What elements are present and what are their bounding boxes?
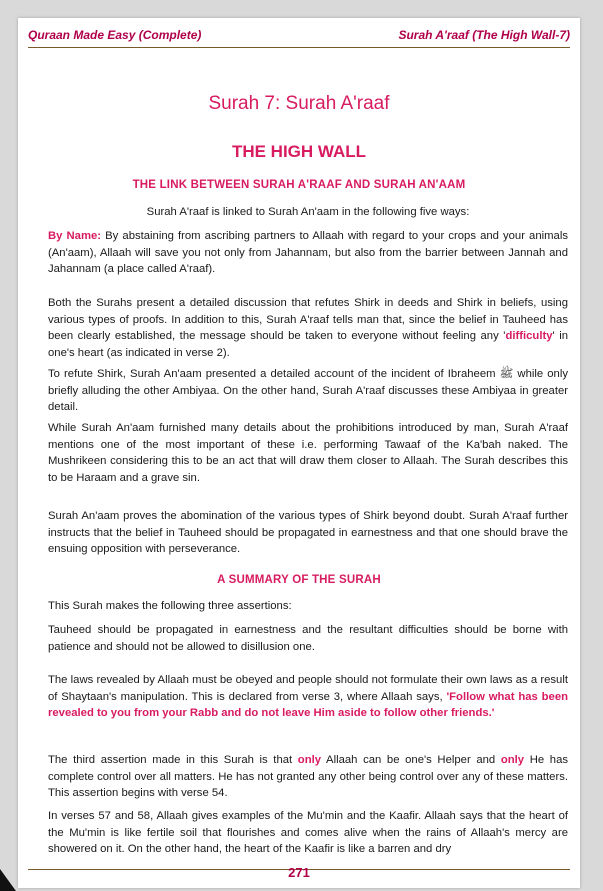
surah-title: Surah 7: Surah A'raaf <box>208 93 390 114</box>
summary-assertion-3 <box>48 752 568 802</box>
paragraph-proofs <box>48 295 568 361</box>
by-name-label: By Name: <box>48 230 102 242</box>
surah-subtitle: THE HIGH WALL <box>231 142 367 161</box>
paragraph-by-name <box>48 228 568 278</box>
only-highlight-1: only <box>297 754 322 766</box>
s4-a: The third assertion made in this Surah is that <box>48 754 298 766</box>
summary-assertion-2 <box>48 672 568 722</box>
page-number: 271 <box>288 865 310 880</box>
summary-intro: This Surah makes the following three assertions: <box>48 600 292 612</box>
verse-quote-highlight: 'Follow what has been revealed to you from your Rabb and do not leave Him aside to follow other friends.' <box>48 690 568 720</box>
header-rule <box>28 47 570 48</box>
intro-paragraph: Surah A'raaf is linked to Surah An'aam in the following five ways: <box>146 206 470 218</box>
header-book-title: Quraan Made Easy (Complete) <box>28 28 202 42</box>
summary-assertion-1: Tauheed should be propagated in earnestness and the resultant difficulties should be borne with patience and should not be allowed to disillusion one. <box>48 624 568 653</box>
p2-before: Both the Surahs present a detailed discussion that refutes Shirk in deeds and Shirk in beliefs, using various types of proofs. In addition to this, Surah A'raaf tells man that, since the belief in Tauheed has been clearly established, the message should be taken to everyone without feeling any ' <box>48 297 568 343</box>
summary-verses-57-58: In verses 57 and 58, Allaah gives examples of the Mu'min and the Kaafir. Allaah says that the heart of the Mu'min is like fertile soil that flourishes and comes alive when the rains of Allaah's mercy are showered on it. On the other hand, the heart of the Kaafir is like a barren and dry <box>48 810 568 856</box>
p2-after: ' in one's heart (as indicated in verse 2). <box>48 330 569 359</box>
by-name-text: By abstaining from ascribing partners to Allaah with regard to your crops and your animals (An'aam), Allaah will save you not only from Jahannam, but also from the barrier between Jannah and Jahannam (a place called A'raaf). <box>48 230 568 276</box>
header-chapter-title: Surah A'raaf (The High Wall-7) <box>398 28 570 42</box>
s4-b: Allaah can be one's Helper and <box>321 754 501 766</box>
s4-c: He has complete control over all matters. He has not granted any other being control over any of these matters. This assertion begins with verse 54. <box>48 754 569 800</box>
only-highlight-2: only <box>500 754 525 766</box>
summary-heading: A SUMMARY OF THE SURAH <box>217 574 381 586</box>
page-corner-shadow <box>0 869 16 891</box>
difficulty-highlight: difficulty <box>505 330 553 343</box>
running-header <box>28 28 570 44</box>
paragraph-tawaaf: While Surah An'aam furnished many details about the prohibitions introduced by man, Surah A'raaf mentions one of the most important of these i.e. performing Tawaaf of the Ka'bah naked. The Mushrikeen considering this to be an act that will draw them closer to Allaah. The Surah describes this to be Haraam and a grave sin. <box>48 422 568 484</box>
s3-before: The laws revealed by Allaah must be obeyed and people should not formulate their own laws as a result of Shaytaan's manipulation. This is declared from verse 3, where Allaah says, <box>48 674 568 703</box>
book-page <box>18 18 580 888</box>
paragraph-ibraheem: To refute Shirk, Surah An'aam presented a detailed account of the incident of Ibraheem ﷺ while only briefly alluding the other Ambiyaa. On the other hand, Surah A'raaf discusses these Ambiyaa in greater detail. <box>48 368 568 414</box>
paragraph-tauheed: Surah An'aam proves the abomination of the various types of Shirk beyond doubt. Surah A'raaf further instructs that the belief in Tauheed should be propagated in earnestness and that one should brave the ensuing opposition with perseverance. <box>48 510 568 556</box>
link-heading: THE LINK BETWEEN SURAH A'RAAF AND SURAH AN'AAM <box>132 179 466 191</box>
